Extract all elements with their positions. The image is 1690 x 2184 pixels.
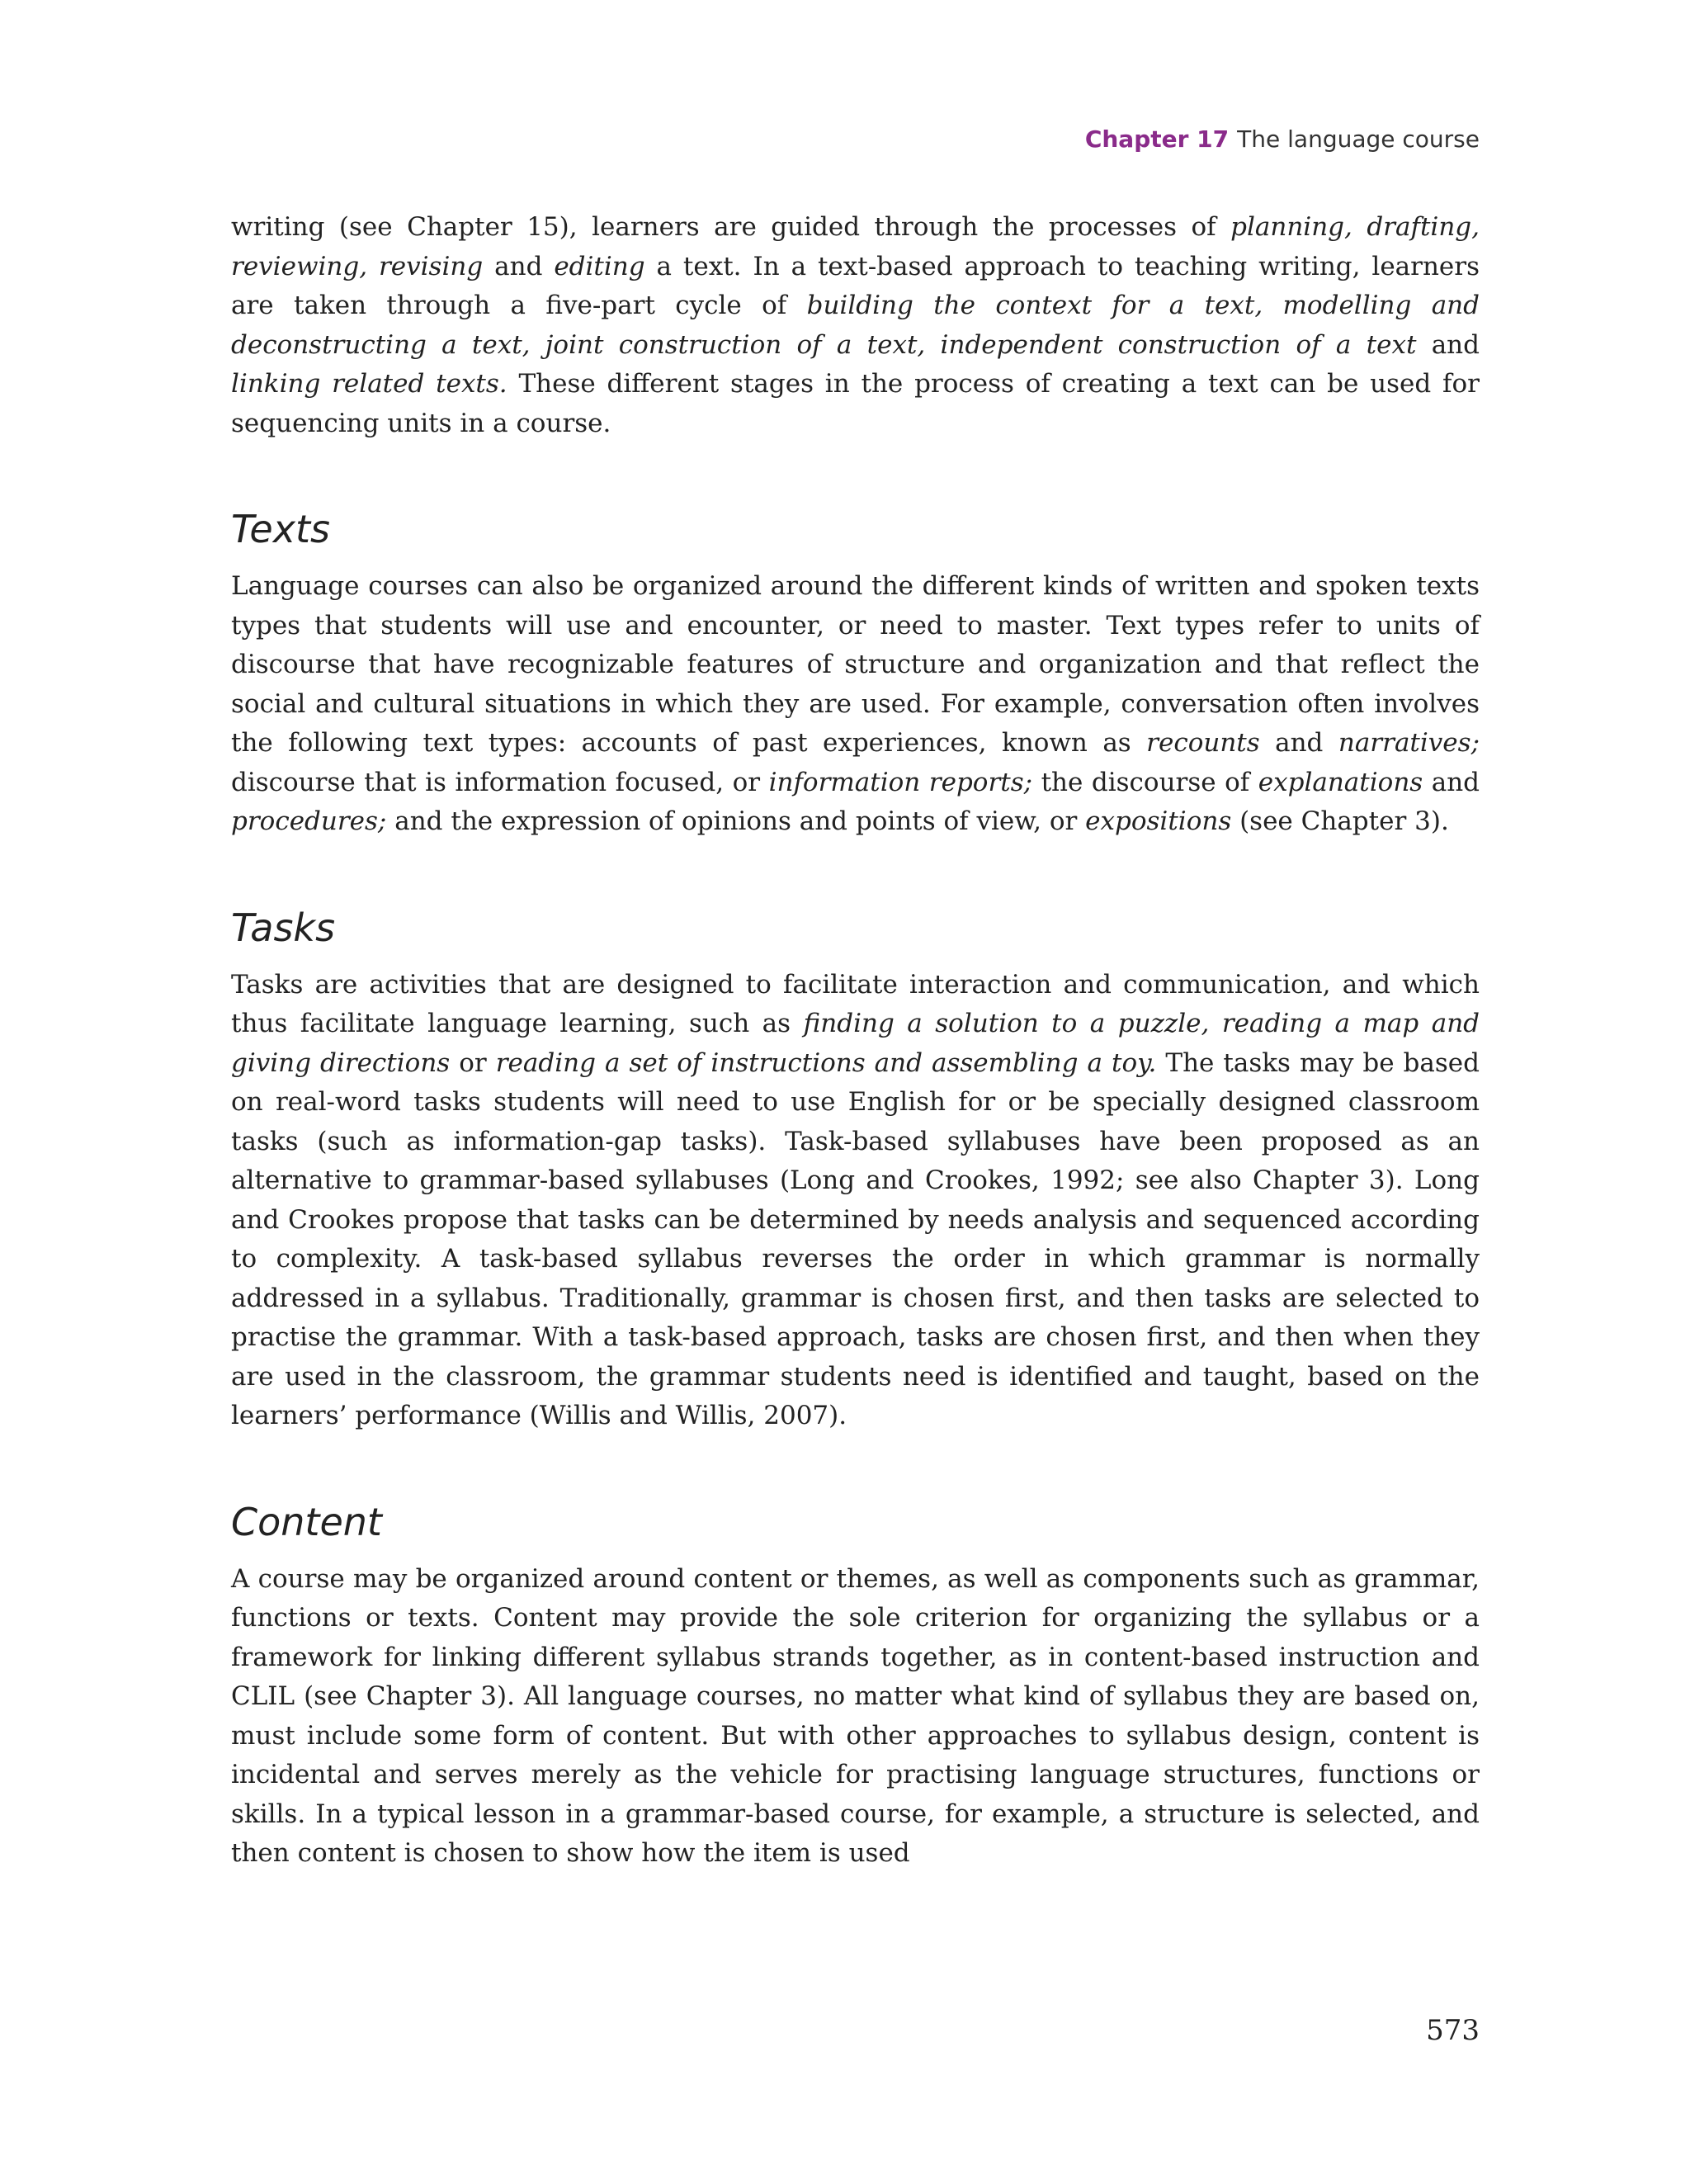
text-run: These different stages in the process of creating a text can be used for sequencing units in a course.: [231, 369, 1480, 438]
page-number: 573: [1426, 2014, 1480, 2047]
text-run: discourse that is information focused, or: [231, 767, 769, 797]
texts-paragraph: [231, 567, 1480, 842]
text-run: or: [450, 1047, 496, 1078]
italic-run: information reports;: [768, 767, 1033, 797]
chapter-label: Chapter 17: [1084, 125, 1230, 153]
italic-run: narratives;: [1338, 728, 1480, 758]
text-run: the discourse of: [1032, 767, 1258, 797]
text-run: A course may be organized around content or themes, as well as components such as grammar, functions or texts. Content may provide the sole criterion for organizing the syllabus or a framework for linking different syllabus strands together, as in content-based instruction and CLIL (see Chapter 3). All language courses, no matter what kind of syllabus they are based on, must include some form of content. But with other approaches to syllabus design, content is incidental and serves merely as the vehicle for practising language structures, functions or skills. In a typical lesson in a grammar-based course, for example, a structure is selected, and then content is chosen to show how the item is used: [231, 1563, 1480, 1868]
text-run: and the expression of opinions and points of view, or: [386, 806, 1086, 836]
running-header: [1085, 125, 1480, 153]
text-run: Language courses can also be organized around the different kinds of written and spoken texts types that students will use and encounter, or need to master. Text types refer to units of discourse that have recognizable features of structure and organization and that reflect the social and cultural situations in which they are used. For example, conversation often involves the following text types: accounts of past experiences, known as: [231, 571, 1480, 758]
italic-run: editing: [554, 251, 645, 281]
chapter-title: The language course: [1237, 125, 1480, 153]
content-paragraph: [231, 1560, 1480, 1874]
italic-run: procedures;: [231, 806, 387, 836]
italic-run: finding a solution to a puzzle, reading a map and giving directions: [231, 1009, 1480, 1078]
text-run: writing (see Chapter 15), learners are guided through the processes of: [231, 212, 1231, 242]
section-heading-tasks: Tasks: [231, 905, 336, 950]
italic-run: building the context for a text, modelling and deconstructing a text, joint construction of a text, independent construction of a text: [231, 291, 1480, 360]
intro-paragraph: [231, 208, 1480, 443]
italic-run: explanations: [1258, 767, 1423, 797]
text-run: Tasks are activities that are designed to facilitate interaction and communication, and which thus facilitate language learning, such as: [231, 969, 1480, 1038]
italic-run: expositions: [1085, 806, 1232, 836]
book-page: [231, 0, 1480, 2184]
text-run: (see Chapter 3).: [1231, 806, 1449, 836]
text-run: The tasks may be based on real-word tasks students will need to use English for or be specially designed classroom tasks (such as information-gap tasks). Task-based syllabuses have been proposed as an alternative to grammar-based syllabuses (Long and Crookes, 1992; see also Chapter 3). Long and Crookes propose that tasks can be determined by needs analysis and sequenced according to complexity. A task-based syllabus reverses the order in which grammar is normally addressed in a syllabus. Traditionally, grammar is chosen first, and then tasks are selected to practise the grammar. With a task-based approach, tasks are chosen first, and then when they are used in the classroom, the grammar students need is identified and taught, based on the learners’ performance (Willis and Willis, 2007).: [231, 1047, 1480, 1430]
section-heading-content: Content: [231, 1499, 382, 1544]
text-run: and: [483, 251, 555, 281]
section-heading-texts: Texts: [231, 507, 330, 551]
text-run: and: [1416, 329, 1480, 360]
page-body: [231, 208, 1480, 1874]
text-run: a text. In a text-based approach to teaching writing, learners are taken through a five-part cycle of: [231, 251, 1480, 320]
italic-run: planning, drafting, reviewing, revising: [231, 212, 1480, 281]
text-run: and: [1423, 767, 1480, 797]
text-run: and: [1259, 728, 1338, 758]
tasks-paragraph: [231, 966, 1480, 1436]
italic-run: recounts: [1146, 728, 1260, 758]
italic-run: reading a set of instructions and assembling a toy.: [495, 1047, 1157, 1078]
italic-run: linking related texts.: [231, 369, 507, 399]
